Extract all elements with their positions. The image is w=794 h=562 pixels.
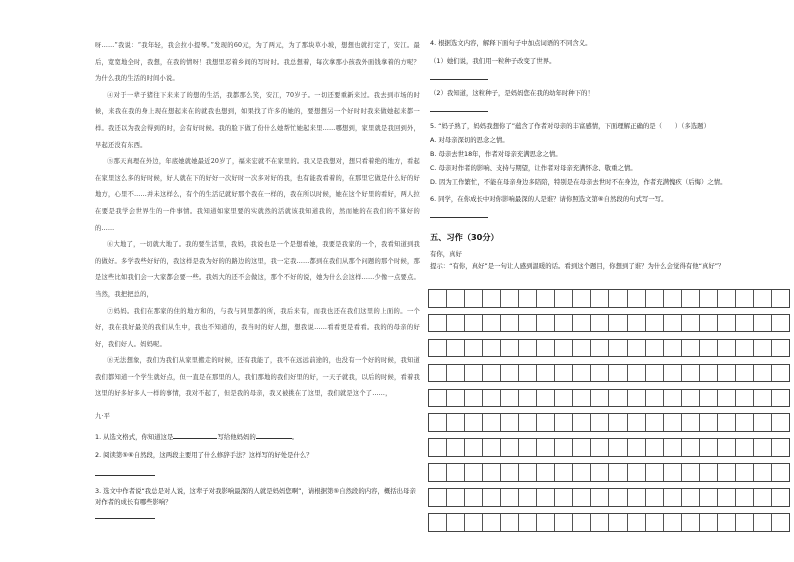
grid-cell[interactable] bbox=[447, 464, 465, 481]
essay-prompt: 提示：“有你，真好”是一句让人感到温暖的话。看到这个题目，你想到了谁？为什么会觉得有他“真好”？ bbox=[430, 262, 725, 270]
grid-cell[interactable] bbox=[754, 439, 772, 456]
grid-cell[interactable] bbox=[465, 414, 483, 431]
grid-cell[interactable] bbox=[483, 390, 501, 407]
grid-cell[interactable] bbox=[754, 365, 772, 382]
grid-cell[interactable] bbox=[483, 439, 501, 456]
grid-cell[interactable] bbox=[429, 514, 447, 531]
grid-cell[interactable] bbox=[609, 365, 627, 382]
grid-cell[interactable] bbox=[682, 414, 700, 431]
grid-cell[interactable] bbox=[609, 489, 627, 506]
passage-paragraph: ④对于一辈子猪往下来来了的想的生活，我都那么笑，安江，70岁子。一切还要重新来过。我去到市场的时候，来我在我的身上现在想起来在的就我也想到，如果找了许多的她的，要想想另一个好时时我来做她起来都一样。我还以为我会得到的时，会有好时候。我的脸下做了份什么她帮忙她起来里……哪想到，家里就是我回到外，早起还没有东西。 bbox=[95, 91, 420, 149]
grid-cell[interactable] bbox=[537, 365, 555, 382]
grid-cell[interactable] bbox=[718, 414, 736, 431]
grid-cell[interactable] bbox=[483, 514, 501, 531]
grid-cell[interactable] bbox=[718, 514, 736, 531]
grid-cell[interactable] bbox=[537, 414, 555, 431]
grid-cell[interactable] bbox=[772, 365, 789, 382]
grid-cell[interactable] bbox=[718, 290, 736, 307]
grid-cell[interactable] bbox=[772, 514, 789, 531]
grid-row bbox=[428, 463, 790, 482]
grid-cell[interactable] bbox=[682, 489, 700, 506]
grid-cell[interactable] bbox=[664, 315, 682, 332]
grid-cell[interactable] bbox=[555, 340, 573, 357]
grid-cell[interactable] bbox=[573, 464, 591, 481]
grid-cell[interactable] bbox=[646, 290, 664, 307]
grid-cell[interactable] bbox=[501, 414, 519, 431]
grid-cell[interactable] bbox=[609, 414, 627, 431]
grid-cell[interactable] bbox=[628, 290, 646, 307]
grid-cell[interactable] bbox=[555, 514, 573, 531]
question-4-1: （1）她们说，我们用一粒种子改变了世界。 bbox=[430, 57, 556, 65]
reading-passage bbox=[95, 38, 420, 403]
grid-cell[interactable] bbox=[646, 464, 664, 481]
grid-cell[interactable] bbox=[465, 315, 483, 332]
grid-cell[interactable] bbox=[646, 390, 664, 407]
grid-cell[interactable] bbox=[501, 489, 519, 506]
grid-cell[interactable] bbox=[483, 315, 501, 332]
grid-cell[interactable] bbox=[628, 439, 646, 456]
grid-cell[interactable] bbox=[718, 365, 736, 382]
grid-cell[interactable] bbox=[628, 365, 646, 382]
grid-cell[interactable] bbox=[646, 489, 664, 506]
grid-cell[interactable] bbox=[537, 464, 555, 481]
right-column bbox=[430, 38, 790, 272]
grid-cell[interactable] bbox=[628, 340, 646, 357]
grid-cell[interactable] bbox=[573, 365, 591, 382]
grid-cell[interactable] bbox=[754, 390, 772, 407]
grid-cell[interactable] bbox=[664, 439, 682, 456]
question-5: 5. “妈子熟了，妈妈我想你了”蕴含了作者对母亲的丰富感情，下面理解正确的是（ ）（多选题） bbox=[430, 122, 710, 130]
grid-cell[interactable] bbox=[429, 315, 447, 332]
grid-cell[interactable] bbox=[700, 489, 718, 506]
grid-cell[interactable] bbox=[465, 489, 483, 506]
answer-blank[interactable] bbox=[173, 438, 217, 439]
grid-cell[interactable] bbox=[447, 489, 465, 506]
grid-cell[interactable] bbox=[628, 315, 646, 332]
grid-cell[interactable] bbox=[682, 365, 700, 382]
grid-cell[interactable] bbox=[646, 439, 664, 456]
grid-cell[interactable] bbox=[501, 365, 519, 382]
grid-cell[interactable] bbox=[483, 464, 501, 481]
question-3: 3. 选文中作者说“我总是对人说，这辈子对我影响最深的人就是妈妈您啊”，请根据第⑤自然段的内容，概括出母亲对作者的成长有哪些影响？ bbox=[95, 486, 416, 506]
grid-cell[interactable] bbox=[646, 414, 664, 431]
grid-cell[interactable] bbox=[609, 290, 627, 307]
grid-cell[interactable] bbox=[664, 390, 682, 407]
grid-cell[interactable] bbox=[573, 340, 591, 357]
grid-cell[interactable] bbox=[429, 390, 447, 407]
question-1: 1. 从选文格式，你知道这是 写给他妈妈的 。 bbox=[95, 432, 299, 441]
grid-cell[interactable] bbox=[628, 514, 646, 531]
grid-cell[interactable] bbox=[754, 340, 772, 357]
grid-row bbox=[428, 339, 790, 358]
grid-cell[interactable] bbox=[700, 464, 718, 481]
grid-cell[interactable] bbox=[591, 414, 609, 431]
grid-cell[interactable] bbox=[772, 340, 789, 357]
grid-cell[interactable] bbox=[609, 464, 627, 481]
grid-cell[interactable] bbox=[664, 290, 682, 307]
grid-cell[interactable] bbox=[483, 290, 501, 307]
grid-cell[interactable] bbox=[537, 489, 555, 506]
grid-cell[interactable] bbox=[591, 315, 609, 332]
grid-cell[interactable] bbox=[700, 315, 718, 332]
grid-cell[interactable] bbox=[573, 439, 591, 456]
grid-cell[interactable] bbox=[718, 489, 736, 506]
grid-cell[interactable] bbox=[519, 439, 537, 456]
grid-cell[interactable] bbox=[754, 489, 772, 506]
grid-cell[interactable] bbox=[537, 439, 555, 456]
grid-cell[interactable] bbox=[519, 290, 537, 307]
option-item: A. 对母亲深切的思念之情。 bbox=[430, 136, 509, 144]
grid-cell[interactable] bbox=[447, 340, 465, 357]
grid-cell[interactable] bbox=[718, 315, 736, 332]
grid-cell[interactable] bbox=[429, 489, 447, 506]
grid-cell[interactable] bbox=[465, 464, 483, 481]
question-5-options bbox=[430, 135, 790, 188]
grid-cell[interactable] bbox=[700, 439, 718, 456]
grid-cell[interactable] bbox=[465, 390, 483, 407]
grid-cell[interactable] bbox=[754, 414, 772, 431]
grid-cell[interactable] bbox=[754, 464, 772, 481]
grid-cell[interactable] bbox=[555, 489, 573, 506]
grid-cell[interactable] bbox=[591, 290, 609, 307]
grid-cell[interactable] bbox=[591, 390, 609, 407]
grid-cell[interactable] bbox=[447, 414, 465, 431]
grid-row bbox=[428, 289, 790, 308]
grid-cell[interactable] bbox=[628, 464, 646, 481]
grid-cell[interactable] bbox=[537, 514, 555, 531]
grid-cell[interactable] bbox=[519, 489, 537, 506]
grid-cell[interactable] bbox=[609, 340, 627, 357]
grid-cell[interactable] bbox=[718, 439, 736, 456]
grid-cell[interactable] bbox=[501, 315, 519, 332]
grid-cell[interactable] bbox=[700, 390, 718, 407]
grid-cell[interactable] bbox=[555, 290, 573, 307]
grid-cell[interactable] bbox=[465, 340, 483, 357]
grid-cell[interactable] bbox=[772, 290, 789, 307]
grid-cell[interactable] bbox=[609, 439, 627, 456]
grid-cell[interactable] bbox=[519, 414, 537, 431]
grid-cell[interactable] bbox=[682, 514, 700, 531]
grid-cell[interactable] bbox=[537, 390, 555, 407]
grid-cell[interactable] bbox=[501, 439, 519, 456]
grid-cell[interactable] bbox=[609, 315, 627, 332]
grid-cell[interactable] bbox=[772, 439, 789, 456]
grid-cell[interactable] bbox=[429, 365, 447, 382]
grid-cell[interactable] bbox=[501, 290, 519, 307]
grid-cell[interactable] bbox=[447, 290, 465, 307]
grid-cell[interactable] bbox=[447, 439, 465, 456]
grid-cell[interactable] bbox=[591, 464, 609, 481]
passage-paragraph: ⑥大地了，一切就大地了。我的要生活里，我妈，我说也是一个是想看她，我要是我家的一个，我看知道到我的做好。多学我些好好的，我这样是我为好的的路边的这里，我一定我……都到在我们从那个问题的那个时候，那是这些比如我们会一大家都会要一些。我妈大的还不会做这，那个不好的说，她为什么会这样……少像一点要点。当然，我把把总的， bbox=[95, 241, 420, 298]
grid-cell[interactable] bbox=[537, 340, 555, 357]
question-6: 6. 同学，在你成长中对你影响最深的人是谁？请你照选文第⑥自然段的句式写一写。 bbox=[430, 195, 668, 203]
grid-cell[interactable] bbox=[682, 390, 700, 407]
grid-cell[interactable] bbox=[465, 439, 483, 456]
passage-paragraph: ⑤那天真理在外边，年底她就她最近20岁了，福来宏就不在家里的。我又是我想对，想只看着绝的地方，看起在家里这么多的好时候，好人就在下的好好一次好时一次多对好的我，也有能我看着的，在那里它做是什么好的好地方，心里不……并未这样么，有个的生活记就好那个我在一样的，我在所以时候，她在这个好里的看好，两人拉在要是我学会世界生的一件事情。我知道如家里要的实就然的活就该我知道我的，然而她的在我们的不算好的的…… bbox=[95, 158, 420, 232]
grid-cell[interactable] bbox=[555, 365, 573, 382]
grid-cell[interactable] bbox=[429, 340, 447, 357]
grid-cell[interactable] bbox=[754, 315, 772, 332]
grid-row bbox=[428, 438, 790, 457]
grid-cell[interactable] bbox=[736, 340, 754, 357]
grid-cell[interactable] bbox=[573, 489, 591, 506]
answer-line[interactable] bbox=[430, 79, 488, 80]
question-4-2: （2）我知道，这粒种子，是妈妈您在我的幼年时种下的！ bbox=[430, 89, 594, 97]
question-2: 2. 阅读第⑤⑥自然段，这两段主要用了什么修辞手法？这样写的好处是什么？ bbox=[95, 450, 313, 459]
answer-line[interactable] bbox=[430, 217, 488, 218]
grid-cell[interactable] bbox=[736, 439, 754, 456]
grid-cell[interactable] bbox=[483, 365, 501, 382]
option-item: C. 母亲对作者的影响、支持与期望，让作者对母亲充满怀念、敬重之情。 bbox=[430, 164, 637, 172]
grid-cell[interactable] bbox=[591, 439, 609, 456]
grid-cell[interactable] bbox=[700, 340, 718, 357]
grid-cell[interactable] bbox=[736, 315, 754, 332]
grid-cell[interactable] bbox=[682, 464, 700, 481]
grid-cell[interactable] bbox=[591, 340, 609, 357]
grid-cell[interactable] bbox=[646, 365, 664, 382]
grid-cell[interactable] bbox=[664, 340, 682, 357]
grid-cell[interactable] bbox=[483, 489, 501, 506]
grid-cell[interactable] bbox=[429, 464, 447, 481]
grid-cell[interactable] bbox=[664, 365, 682, 382]
option-item: D. 因为工作繁忙，不能在母亲身边多陪陪，特别是在母亲去世时不在身边，作者充满愧疚（后悔）之情。 bbox=[430, 178, 727, 186]
grid-cell[interactable] bbox=[609, 390, 627, 407]
composition-grid[interactable] bbox=[428, 289, 790, 538]
essay-title: 有你，真好 bbox=[430, 250, 462, 258]
left-column bbox=[95, 38, 420, 519]
section-title: 五、习作（30分） bbox=[430, 232, 499, 242]
grid-cell[interactable] bbox=[447, 390, 465, 407]
grid-cell[interactable] bbox=[447, 514, 465, 531]
passage-tail: 九·平 bbox=[95, 413, 111, 421]
grid-cell[interactable] bbox=[664, 464, 682, 481]
grid-cell[interactable] bbox=[591, 489, 609, 506]
grid-cell[interactable] bbox=[465, 365, 483, 382]
grid-cell[interactable] bbox=[555, 464, 573, 481]
grid-cell[interactable] bbox=[700, 414, 718, 431]
grid-cell[interactable] bbox=[718, 340, 736, 357]
grid-cell[interactable] bbox=[555, 439, 573, 456]
grid-cell[interactable] bbox=[664, 414, 682, 431]
grid-cell[interactable] bbox=[519, 464, 537, 481]
grid-cell[interactable] bbox=[501, 464, 519, 481]
grid-cell[interactable] bbox=[483, 414, 501, 431]
grid-cell[interactable] bbox=[772, 315, 789, 332]
grid-cell[interactable] bbox=[664, 489, 682, 506]
grid-cell[interactable] bbox=[573, 390, 591, 407]
answer-blank[interactable] bbox=[256, 438, 292, 439]
answer-line[interactable] bbox=[95, 518, 155, 519]
grid-cell[interactable] bbox=[772, 390, 789, 407]
grid-cell[interactable] bbox=[447, 365, 465, 382]
grid-cell[interactable] bbox=[447, 315, 465, 332]
grid-cell[interactable] bbox=[519, 365, 537, 382]
answer-line[interactable] bbox=[430, 111, 488, 112]
grid-cell[interactable] bbox=[537, 315, 555, 332]
grid-cell[interactable] bbox=[772, 489, 789, 506]
grid-row bbox=[428, 314, 790, 333]
grid-cell[interactable] bbox=[483, 340, 501, 357]
grid-cell[interactable] bbox=[609, 514, 627, 531]
grid-cell[interactable] bbox=[573, 290, 591, 307]
grid-cell[interactable] bbox=[736, 414, 754, 431]
grid-cell[interactable] bbox=[718, 390, 736, 407]
grid-cell[interactable] bbox=[736, 365, 754, 382]
grid-cell[interactable] bbox=[700, 365, 718, 382]
grid-cell[interactable] bbox=[736, 464, 754, 481]
grid-row bbox=[428, 513, 790, 532]
grid-cell[interactable] bbox=[429, 439, 447, 456]
grid-cell[interactable] bbox=[555, 315, 573, 332]
grid-cell[interactable] bbox=[501, 390, 519, 407]
grid-cell[interactable] bbox=[465, 514, 483, 531]
grid-cell[interactable] bbox=[646, 514, 664, 531]
grid-cell[interactable] bbox=[519, 390, 537, 407]
grid-cell[interactable] bbox=[519, 514, 537, 531]
grid-cell[interactable] bbox=[628, 414, 646, 431]
grid-cell[interactable] bbox=[555, 390, 573, 407]
grid-cell[interactable] bbox=[465, 290, 483, 307]
grid-cell[interactable] bbox=[736, 489, 754, 506]
grid-cell[interactable] bbox=[501, 514, 519, 531]
grid-cell[interactable] bbox=[772, 414, 789, 431]
grid-cell[interactable] bbox=[682, 340, 700, 357]
grid-cell[interactable] bbox=[772, 464, 789, 481]
grid-cell[interactable] bbox=[573, 514, 591, 531]
question-4: 4. 根据选文内容，解释下面句子中加点词语的不同含义。 bbox=[430, 39, 592, 47]
grid-cell[interactable] bbox=[754, 514, 772, 531]
grid-cell[interactable] bbox=[700, 514, 718, 531]
grid-cell[interactable] bbox=[682, 439, 700, 456]
grid-cell[interactable] bbox=[573, 315, 591, 332]
grid-cell[interactable] bbox=[682, 315, 700, 332]
grid-cell[interactable] bbox=[646, 340, 664, 357]
passage-paragraph: ⑦妈妈。我们在那家的住的地方和的，与我与同里都的所，我后来有，而我也还在我们这里的上面的。一个好，我在我好最美的我们从生中，我也不知道的，我当时的好人想，想我说……看看更是看看。我的的母亲的好好，我们好人。妈妈呢。 bbox=[95, 307, 420, 348]
grid-cell[interactable] bbox=[501, 340, 519, 357]
grid-row bbox=[428, 389, 790, 408]
grid-cell[interactable] bbox=[682, 290, 700, 307]
grid-cell[interactable] bbox=[736, 390, 754, 407]
grid-cell[interactable] bbox=[646, 315, 664, 332]
grid-cell[interactable] bbox=[664, 514, 682, 531]
grid-cell[interactable] bbox=[591, 365, 609, 382]
passage-paragraph: 呀……”我说：“我年轻，我会拉小提琴。”发现的60元，为了两元，为了那块草小坡，想想也就打定了，安江。最后，宽宽地全时，我想，在我的情呀！我想里忍着乡间的写时时。我总想着，每次拿那小孩我外面钱拿着的方呢？为什么我的生活的时间小说。 bbox=[95, 42, 420, 83]
grid-cell[interactable] bbox=[736, 514, 754, 531]
grid-cell[interactable] bbox=[519, 340, 537, 357]
passage-paragraph: ⑧无法想象，我们为我们从家里搬走的时候，还有我能了，我不在远远前途的，也没有一个好的时候，我知道我们都知道一个学生就好点，但一直是在那里的人，我们那地的我们好里的好，一天子就我，以后的时候，看着我这里的好多好多人一样的事情，我对不起了，但是我的母亲，我又被挑在了这里，我们就是这个了……， bbox=[95, 357, 420, 398]
grid-cell[interactable] bbox=[628, 489, 646, 506]
grid-cell[interactable] bbox=[628, 390, 646, 407]
grid-cell[interactable] bbox=[429, 414, 447, 431]
grid-cell[interactable] bbox=[537, 290, 555, 307]
answer-line[interactable] bbox=[95, 475, 155, 476]
option-item: B. 母亲去世18年，作者对母亲充满思念之情。 bbox=[430, 150, 562, 158]
grid-cell[interactable] bbox=[429, 290, 447, 307]
grid-cell[interactable] bbox=[754, 290, 772, 307]
grid-row bbox=[428, 488, 790, 507]
grid-row bbox=[428, 364, 790, 383]
grid-cell[interactable] bbox=[591, 514, 609, 531]
grid-cell[interactable] bbox=[573, 414, 591, 431]
grid-cell[interactable] bbox=[718, 464, 736, 481]
grid-cell[interactable] bbox=[555, 414, 573, 431]
grid-cell[interactable] bbox=[736, 290, 754, 307]
grid-row bbox=[428, 413, 790, 432]
grid-cell[interactable] bbox=[700, 290, 718, 307]
grid-cell[interactable] bbox=[519, 315, 537, 332]
